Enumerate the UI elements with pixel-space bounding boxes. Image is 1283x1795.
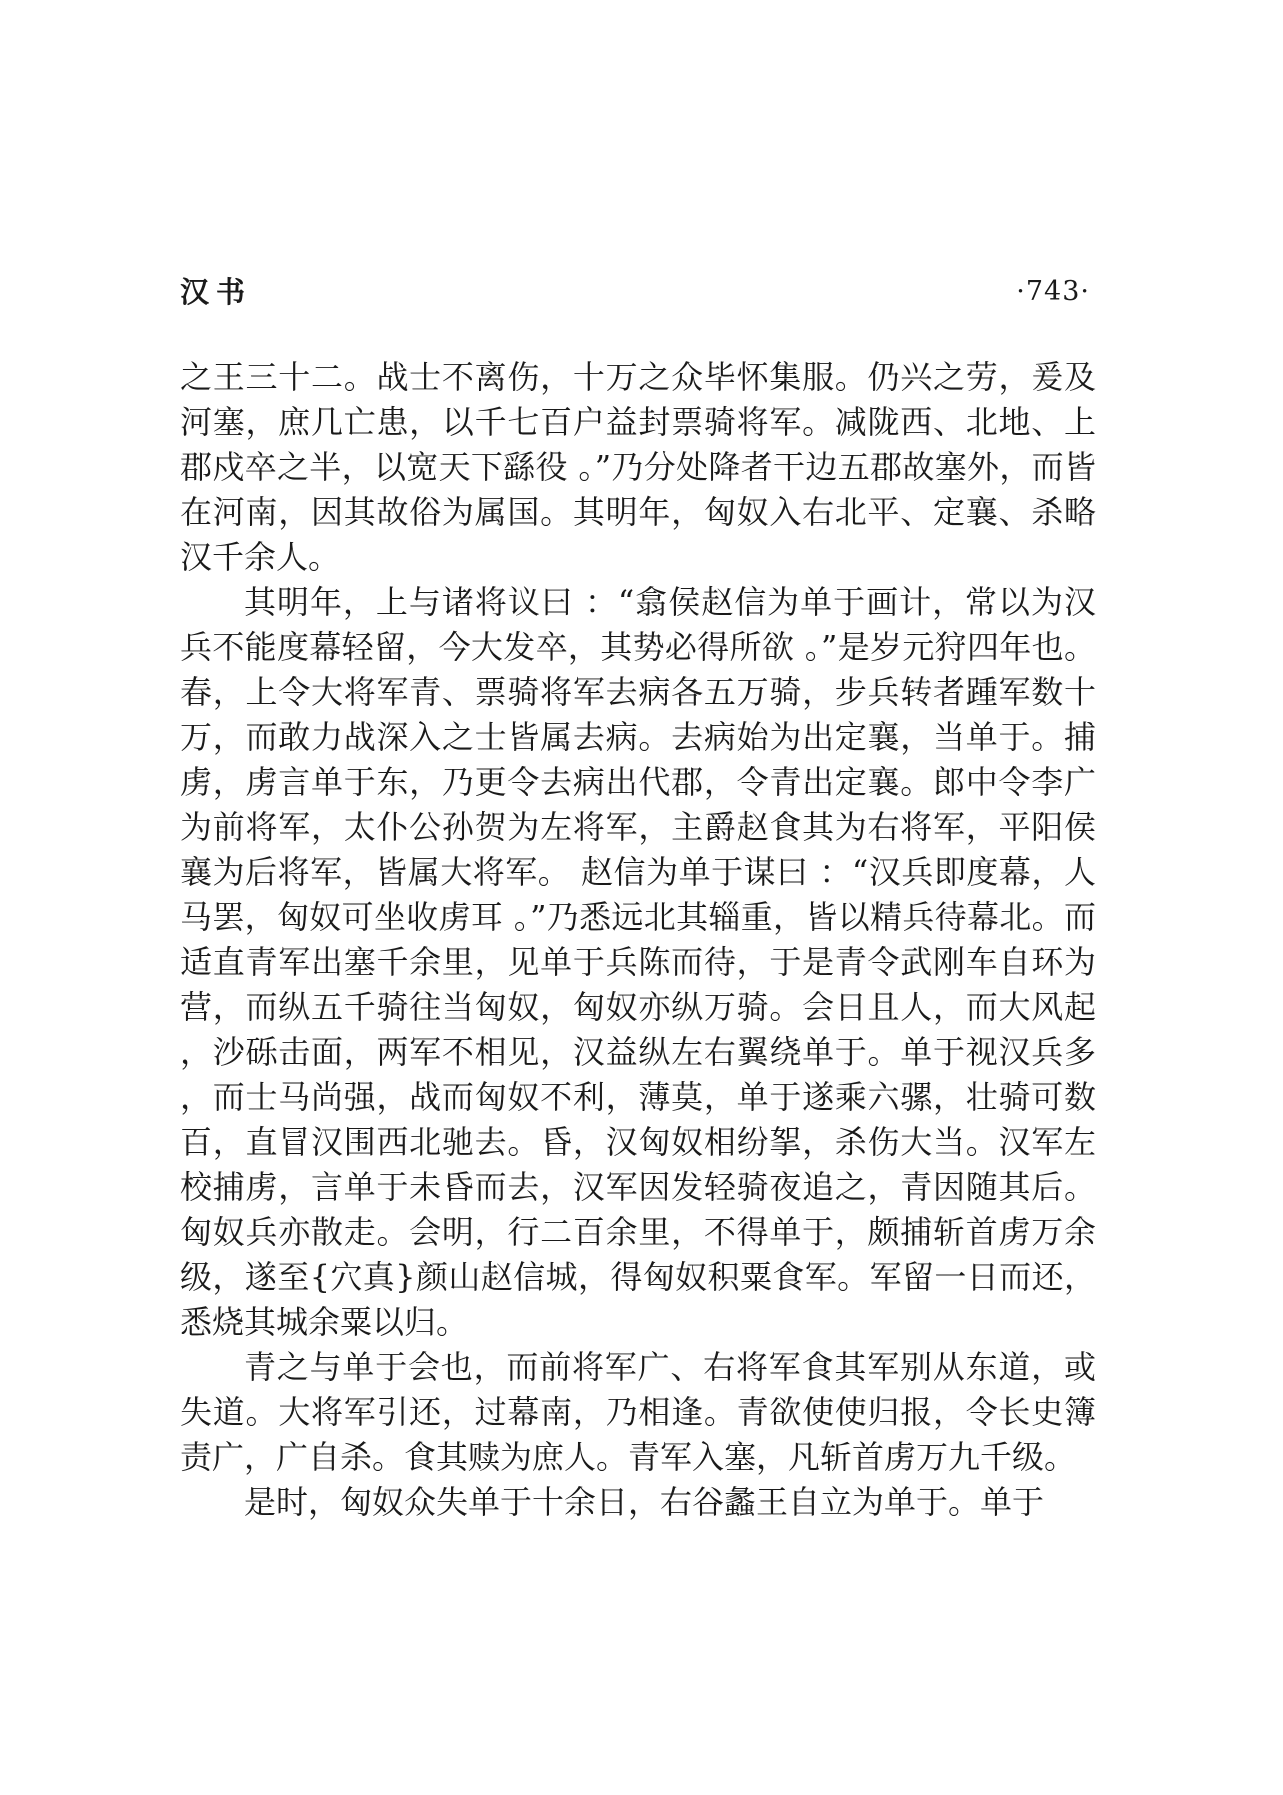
paragraph-3: 青之与单于会也，而前将军广、右将军食其军别从东道，或失道。大将军引还，过幕南，乃相逢。青欲使使归报，令长史簿责广，广自杀。食其赎为庶人。青军入塞，凡斩首虏万九千级。 — [180, 1348, 1096, 1476]
body-text — [180, 355, 1096, 1525]
paragraph-2: 其明年，上与诸将议曰 ：“翕侯赵信为单于画计，常以为汉兵不能度幕轻留，今大发卒，其势必得所欲 。”是岁元狩四年也。春，上令大将军青、票骑将军去病各五万骑，步兵转者踵军数十万，而敢力战深入之士皆属去病。去病始为出定襄，当单于。捕虏，虏言单于东，乃更令去病出代郡，令青出定襄。郎中令李广为前将军，太仆公孙贺为左将军，主爵赵食其为右将军，平阳侯襄为后将军，皆属大将军。 赵信为单于谋曰 ：“汉兵即度幕，人马罢，匈奴可坐收虏耳 。”乃悉远北其辎重，皆以精兵待幕北。而适直青军出塞千余里，见单于兵陈而待，于是青令武刚车自环为营，而纵五千骑往当匈奴，匈奴亦纵万骑。会日且人，而大风起，沙砾击面，两军不相见，汉益纵左右翼绕单于。单于视汉兵多，而士马尚强，战而匈奴不利，薄莫，单于遂乘六骡，壮骑可数百，直冒汉围西北驰去。昏，汉匈奴相纷挐，杀伤大当。汉军左校捕虏，言单于未昏而去，汉军因发轻骑夜追之，青因随其后。匈奴兵亦散走。会明，行二百余里，不得单于，颇捕斩首虏万余级，遂至{穴真}颜山赵信城，得匈奴积粟食军。军留一日而还，悉烧其城余粟以归。 — [180, 583, 1096, 1341]
paragraph-1: 之王三十二。战士不离伤，十万之众毕怀集服。仍兴之劳，爰及河塞，庶几亡患，以千七百户益封票骑将军。减陇西、北地、上郡戍卒之半，以宽天下繇役 。”乃分处降者干边五郡故塞外，而皆在河南，因其故俗为属国。其明年，匈奴入右北平、定襄、杀略汉千余人。 — [180, 358, 1096, 576]
page-header — [180, 270, 1090, 314]
book-title: 汉书 — [180, 275, 253, 309]
page-number: ·743· — [1016, 276, 1090, 307]
paragraph-4: 是时，匈奴众失单于十余日，右谷蠡王自立为单于。单于 — [244, 1483, 1045, 1521]
